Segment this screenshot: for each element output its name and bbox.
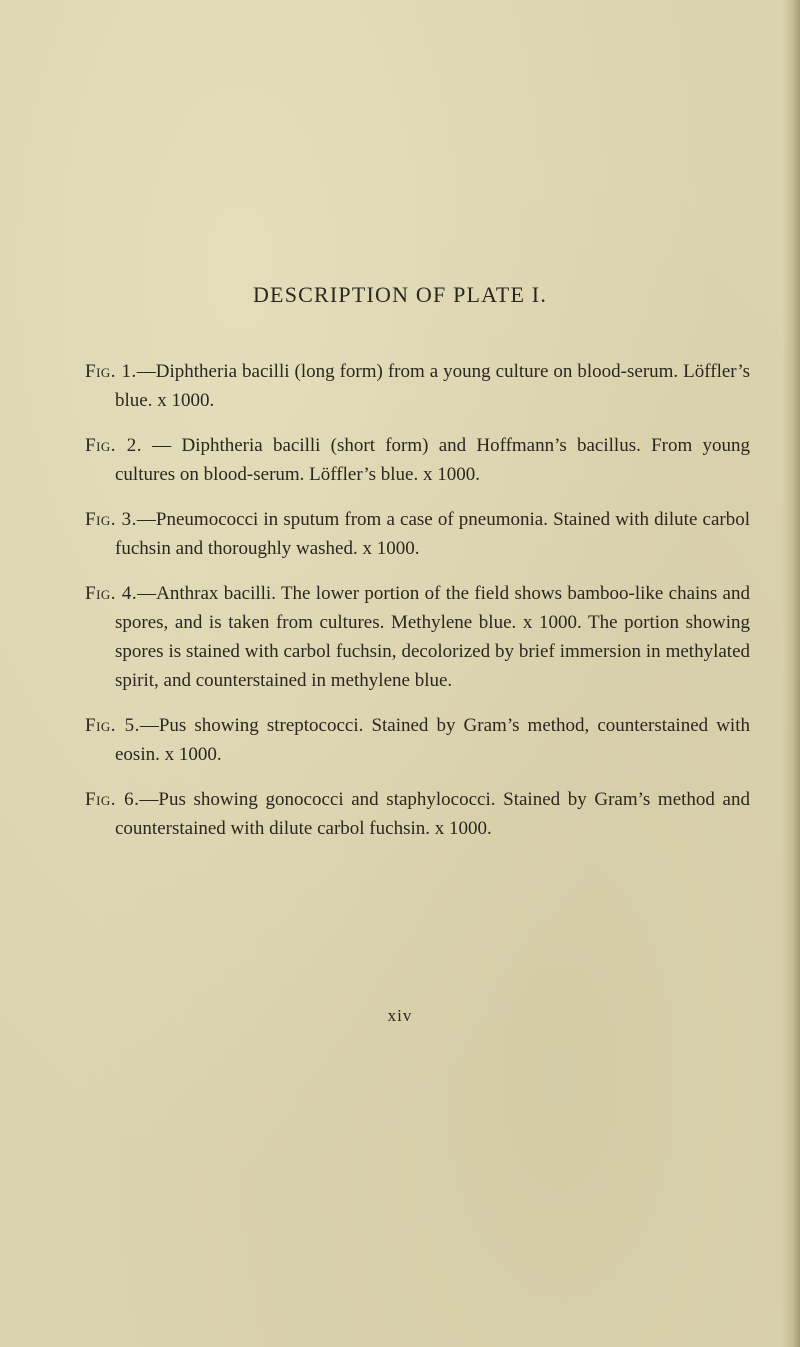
figure-description-4	[85, 579, 750, 695]
figure-text-3: —Pneumococci in sputum from a case of pneumonia. Stained with dilute carbol fuchsin and thoroughly washed. x 1000.	[115, 509, 750, 559]
figure-description-6	[85, 785, 750, 843]
page-number: xiv	[387, 1006, 413, 1025]
plate-title: DESCRIPTION OF PLATE I.	[252, 282, 548, 307]
figure-description-3	[85, 505, 750, 563]
figure-text-4: —Anthrax bacilli. The lower portion of the field shows bamboo-like chains and spores, and is taken from cultures. Methylene blue. x 1000. The portion showing spores is stained with carbol fuchsin, decolorized by brief immersion in methylated spirit, and counterstained in methylene blue.	[115, 583, 750, 691]
figure-label-5: Fig. 5.	[85, 715, 140, 736]
figure-label-6: Fig. 6.	[85, 789, 140, 810]
page-edge-shadow	[782, 0, 800, 1347]
figure-description-5	[85, 711, 750, 769]
figure-text-6: —Pus showing gonococci and staphylococci. Stained by Gram’s method and counterstained with dilute carbol fuchsin. x 1000.	[115, 789, 750, 839]
figure-text-5: —Pus showing streptococci. Stained by Gram’s method, counterstained with eosin. x 1000.	[115, 715, 750, 765]
figure-label-4: Fig. 4.	[85, 583, 138, 604]
figure-label-1: Fig. 1.	[85, 361, 137, 382]
figure-text-2: — Diphtheria bacilli (short form) and Hoffmann’s bacillus. From young cultures on blood-serum. Löffler’s blue. x 1000.	[115, 435, 750, 485]
figure-text-1: —Diphtheria bacilli (long form) from a young culture on blood-serum. Löffler’s blue. x 1000.	[115, 361, 750, 411]
figure-label-2: Fig. 2.	[85, 435, 143, 456]
figure-description-1	[85, 357, 750, 415]
figure-description-list	[85, 357, 750, 859]
figure-label-3: Fig. 3.	[85, 509, 137, 530]
figure-description-2	[85, 431, 750, 489]
